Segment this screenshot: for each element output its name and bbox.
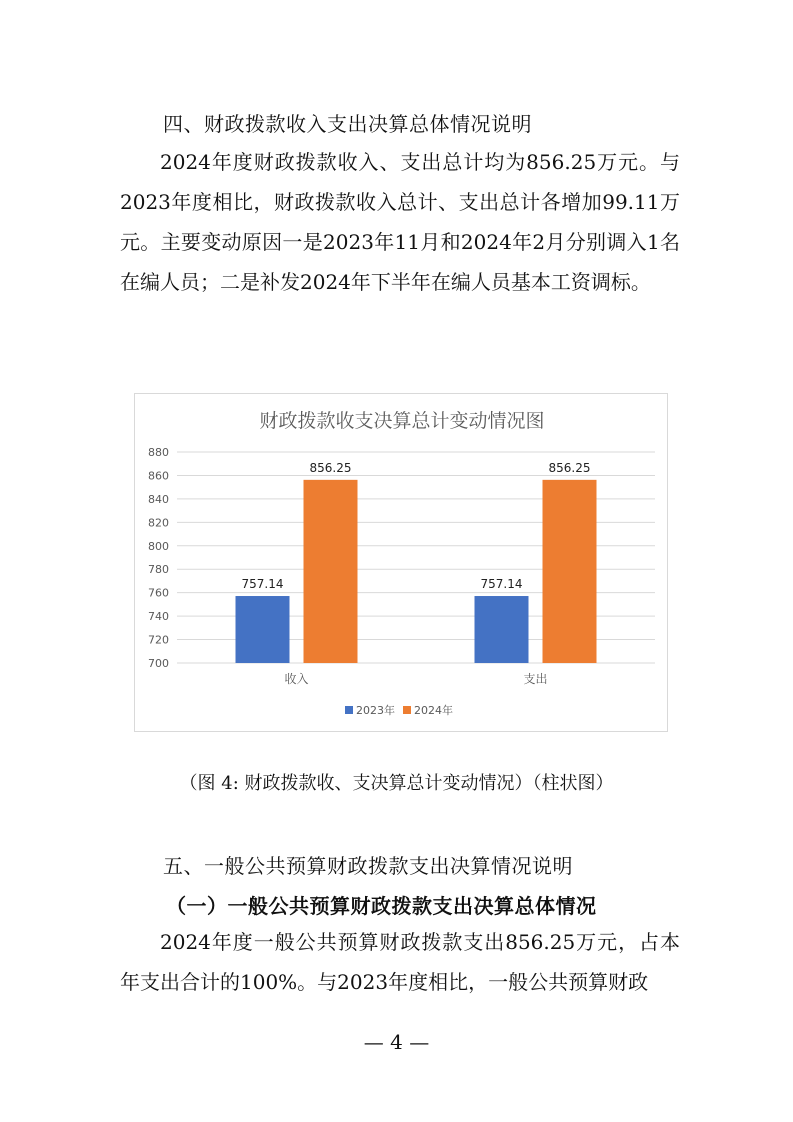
page-number: — 4 — — [363, 1030, 430, 1054]
chart-title: 财政拨款收支决算总计变动情况图 — [259, 410, 545, 432]
y-tick-label: 720 — [148, 633, 169, 647]
section-4-paragraph: 2024年度财政拨款收入、支出总计均为856.25万元。与2023年度相比，财政拨款收入总计、支出总计各增加99.11万元。主要变动原因一是2023年11月和2024年2月分别调入1名在编人员；二是补发2024年下半年在编人员基本工资调标。 — [120, 150, 680, 294]
section-5-sub-heading: （一）一般公共预算财政拨款支出决算总体情况 — [166, 894, 597, 918]
y-axis-ticks — [148, 446, 169, 670]
bar-2023年-收入 — [236, 596, 290, 663]
chart-legend — [345, 703, 453, 717]
legend-label: 2023年 — [356, 704, 395, 717]
bar-data-label: 757.14 — [480, 577, 523, 592]
bar-data-label: 856.25 — [548, 460, 591, 475]
bar-chart — [134, 393, 668, 732]
section-5-heading: 五、一般公共预算财政拨款支出决算情况说明 — [163, 854, 573, 878]
y-tick-label: 740 — [148, 610, 169, 624]
y-tick-label: 840 — [148, 492, 169, 506]
y-tick-label: 820 — [148, 516, 169, 530]
bar-2023年-支出 — [475, 596, 529, 663]
chart-data-labels — [242, 461, 591, 591]
legend-label: 2024年 — [414, 704, 453, 717]
figure-caption: （图 4: 财政拨款收、支决算总计变动情况）（柱状图） — [179, 773, 614, 794]
y-tick-label: 860 — [148, 469, 169, 483]
y-tick-label: 780 — [148, 563, 169, 577]
y-tick-label: 760 — [148, 586, 169, 600]
section-4-heading: 四、财政拨款收入支出决算总体情况说明 — [163, 112, 532, 136]
y-tick-label: 700 — [148, 657, 169, 670]
bar-data-label: 856.25 — [309, 460, 352, 475]
x-category-label: 支出 — [523, 672, 548, 686]
bar-data-label: 757.14 — [241, 577, 284, 592]
legend-swatch — [345, 706, 353, 714]
bar-chart-svg — [135, 394, 669, 733]
y-tick-label: 800 — [148, 539, 169, 553]
legend-swatch — [403, 706, 411, 714]
y-tick-label: 880 — [148, 446, 169, 459]
x-axis-categories — [284, 671, 547, 686]
bar-2024年-支出 — [543, 480, 597, 663]
x-category-label: 收入 — [284, 672, 309, 686]
section-5-paragraph: 2024年度一般公共预算财政拨款支出856.25万元，占本年支出合计的100%。与2023年度相比，一般公共预算财政 — [120, 930, 680, 994]
chart-bars — [236, 480, 597, 663]
bar-2024年-收入 — [304, 480, 358, 663]
